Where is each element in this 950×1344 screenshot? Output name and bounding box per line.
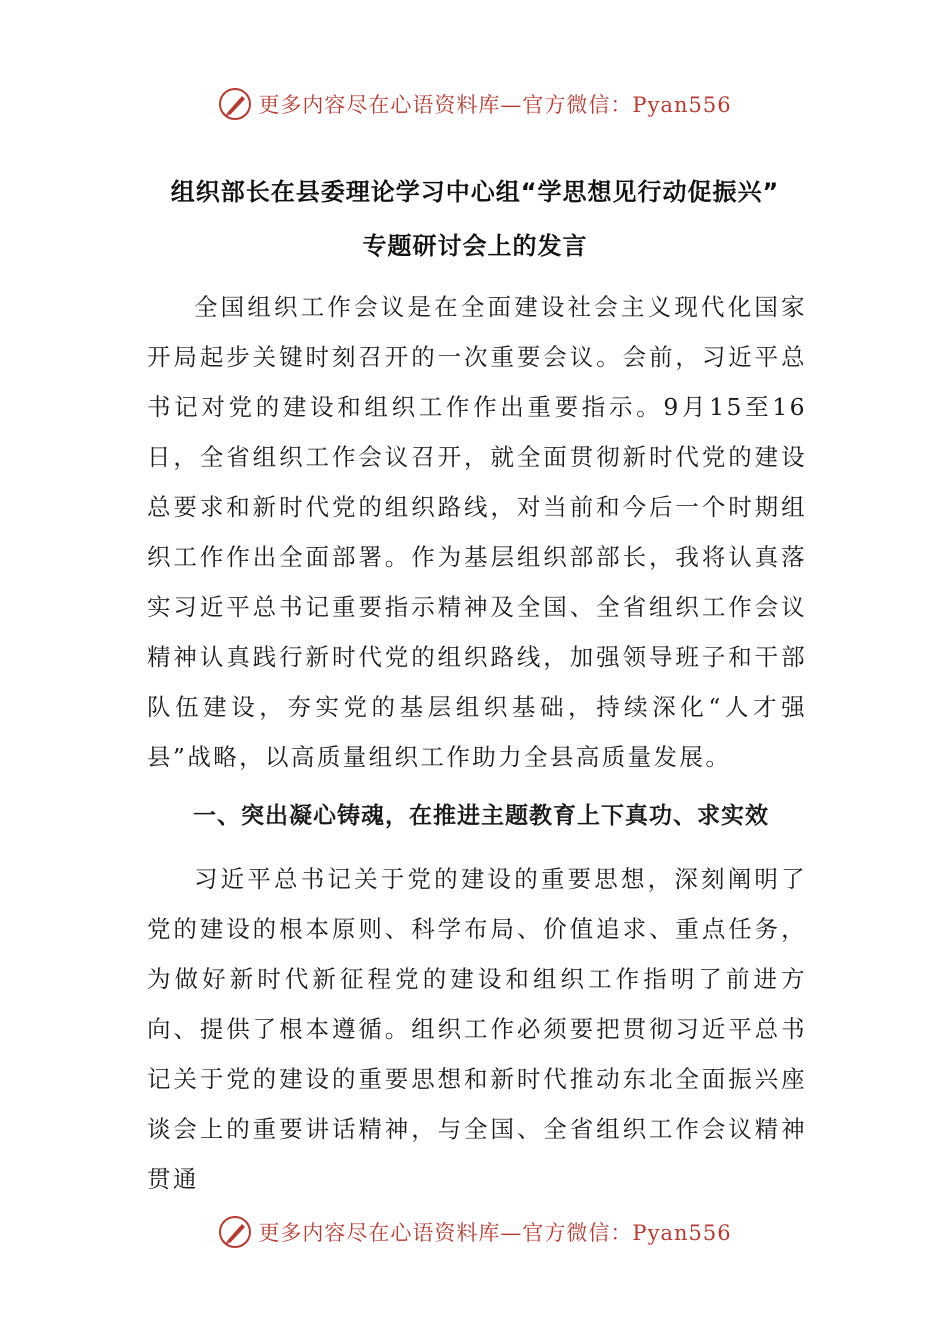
paragraph-intro: 全国组织工作会议是在全面建设社会主义现代化国家开局起步关键时刻召开的一次重要会议。会前，习近平总书记对党的建设和组织工作作出重要指示。9月15至16日，全省组织工作会议召开，就全面贯彻新时代党的建设总要求和新时代党的组织路线，对当前和今后一个时期组织工作作出全面部署。作为基层组织部部长，我将认真落实习近平总书记重要指示精神及全国、全省组织工作会议精神认真践行新时代党的组织路线，加强领导班子和干部队伍建设，夯实党的基层组织基础，持续深化“人才强县”战略，以高质量组织工作助力全县高质量发展。 xyxy=(147,293,807,771)
document-title-line2: 专题研讨会上的发言 xyxy=(362,232,588,260)
document-title-line1: 组织部长在县委理论学习中心组“学思想见行动促振兴” xyxy=(170,178,780,206)
paragraph-section-1: 习近平总书记关于党的建设的重要思想，深刻阐明了党的建设的根本原则、科学布局、价值追求、重点任务，为做好新时代新征程党的建设和组织工作指明了前进方向、提供了根本遵循。组织工作必须要把贯彻习近平总书记关于党的建设的重要思想和新时代推动东北全面振兴座谈会上的重要讲话精神，与全国、全省组织工作会议精神贯通 xyxy=(147,865,807,1193)
header-banner xyxy=(0,84,950,124)
quill-pen-icon xyxy=(218,1215,252,1249)
footer-banner xyxy=(0,1212,950,1252)
banner-text: 更多内容尽在心语资料库—官方微信：Pyan556 xyxy=(258,1221,732,1245)
section-heading-1: 一、突出凝心铸魂，在推进主题教育上下真功、求实效 xyxy=(193,803,769,829)
banner-text: 更多内容尽在心语资料库—官方微信：Pyan556 xyxy=(258,93,732,117)
quill-pen-icon xyxy=(218,87,252,121)
